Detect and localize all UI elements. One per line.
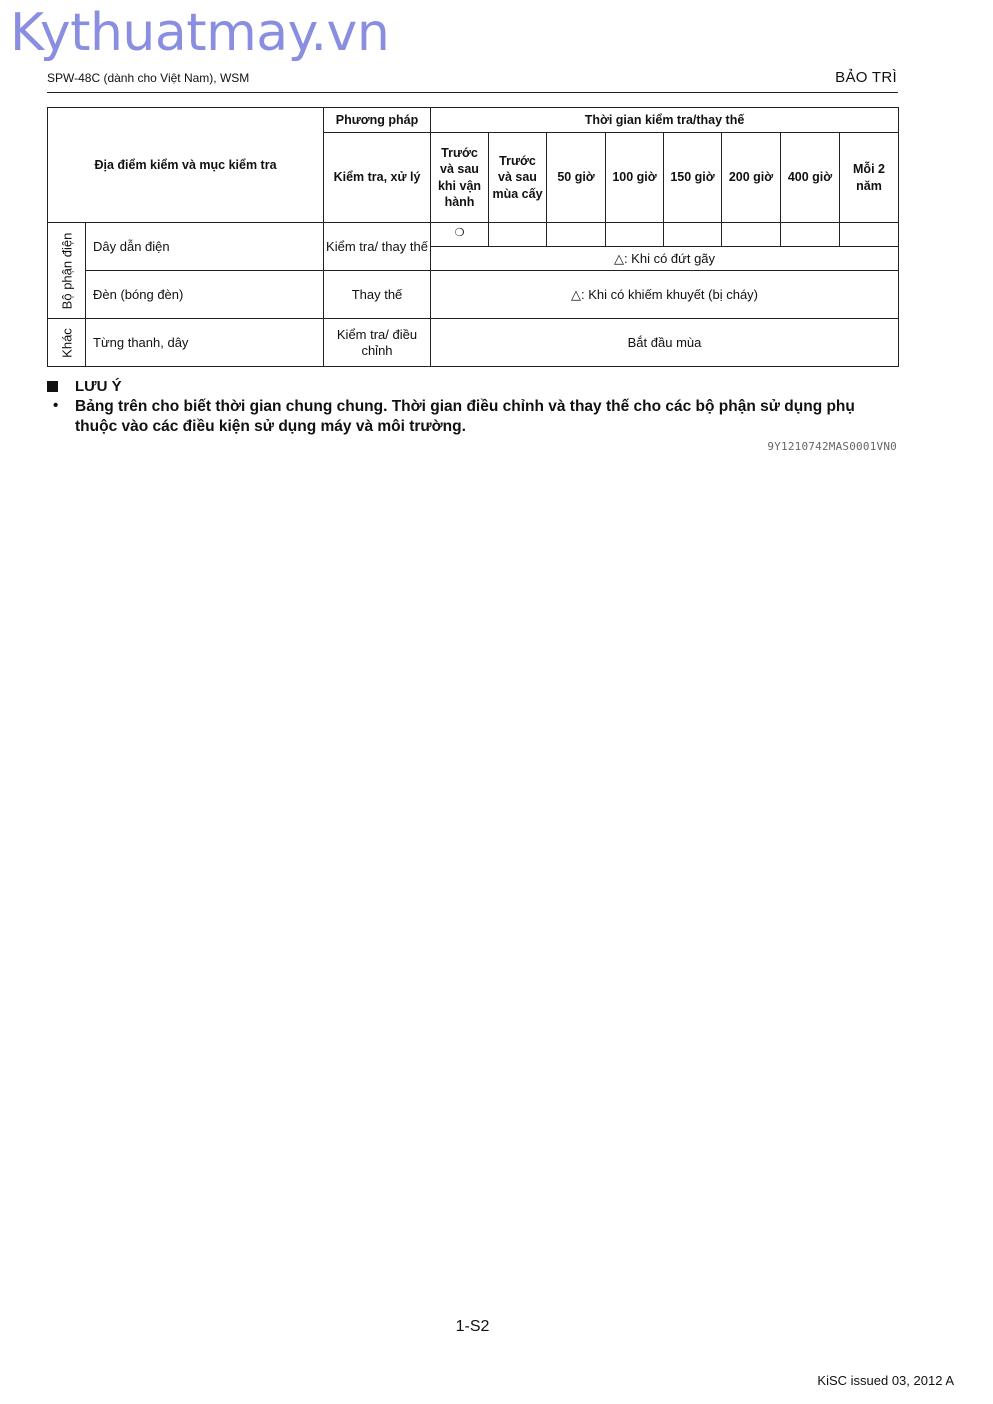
method-cell: Kiểm tra/ thay thế: [324, 223, 431, 271]
empty-cell: [781, 223, 840, 247]
group-label-electrical: [48, 223, 86, 319]
document-code: 9Y1210742MAS0001VN0: [767, 440, 897, 453]
item-cell: Đèn (bóng đèn): [86, 271, 324, 319]
table-row: [48, 223, 899, 247]
item-cell: Từng thanh, dây: [86, 319, 324, 367]
note-text: Bảng trên cho biết thời gian chung chung. Thời gian điều chỉnh và thay thế cho các bộ phận sử dụng phụ thuộc vào các điều kiện sử dụng máy và môi trường.: [75, 398, 855, 435]
empty-cell: [664, 223, 722, 247]
time-group-header: Thời gian kiểm tra/thay thế: [431, 108, 899, 133]
page-number: 1-S2: [455, 1318, 490, 1335]
method-header: Kiểm tra, xử lý: [324, 133, 431, 223]
issue-info: KiSC issued 03, 2012 A: [817, 1373, 954, 1388]
period-header: 150 giờ: [664, 133, 722, 223]
period-header: 400 giờ: [781, 133, 840, 223]
empty-cell: [489, 223, 547, 247]
item-cell: Dây dẫn điện: [86, 223, 324, 271]
note-title: LƯU Ý: [75, 378, 122, 395]
maintenance-schedule-table: [47, 107, 899, 367]
header-divider: [47, 92, 898, 93]
group-label-other: [48, 319, 86, 367]
manual-title: SPW-48C (dành cho Việt Nam), WSM: [47, 71, 250, 85]
span-note-cell: Bắt đầu mùa: [431, 319, 899, 367]
period-header: Mỗi 2 năm: [840, 133, 899, 223]
table-row: [48, 319, 899, 367]
period-header: 50 giờ: [547, 133, 606, 223]
method-cell: Thay thế: [324, 271, 431, 319]
span-note-cell: △: Khi có đứt gãy: [431, 247, 899, 271]
location-header: Địa điểm kiểm và mục kiểm tra: [48, 108, 324, 223]
square-bullet-icon: [47, 381, 58, 392]
check-mark-cell: ❍: [431, 223, 489, 247]
span-note-cell: △: Khi có khiếm khuyết (bị cháy): [431, 271, 899, 319]
section-title: BẢO TRÌ: [835, 69, 897, 86]
empty-cell: [547, 223, 606, 247]
watermark-logo: Kythuatmay.vn: [10, 3, 390, 63]
note-heading: [47, 378, 122, 395]
method-cell: Kiểm tra/ điều chỉnh: [324, 319, 431, 367]
group-label-text: Khác: [59, 327, 74, 358]
empty-cell: [606, 223, 664, 247]
empty-cell: [722, 223, 781, 247]
period-header: 100 giờ: [606, 133, 664, 223]
period-header: 200 giờ: [722, 133, 781, 223]
period-header: Trước và sau mùa cấy: [489, 133, 547, 223]
bullet-icon: •: [53, 397, 59, 414]
empty-cell: [840, 223, 899, 247]
table-row: [48, 271, 899, 319]
method-group-header: Phương pháp: [324, 108, 431, 133]
period-header: Trước và sau khi vận hành: [431, 133, 489, 223]
group-label-text: Bộ phận điện: [59, 232, 74, 309]
